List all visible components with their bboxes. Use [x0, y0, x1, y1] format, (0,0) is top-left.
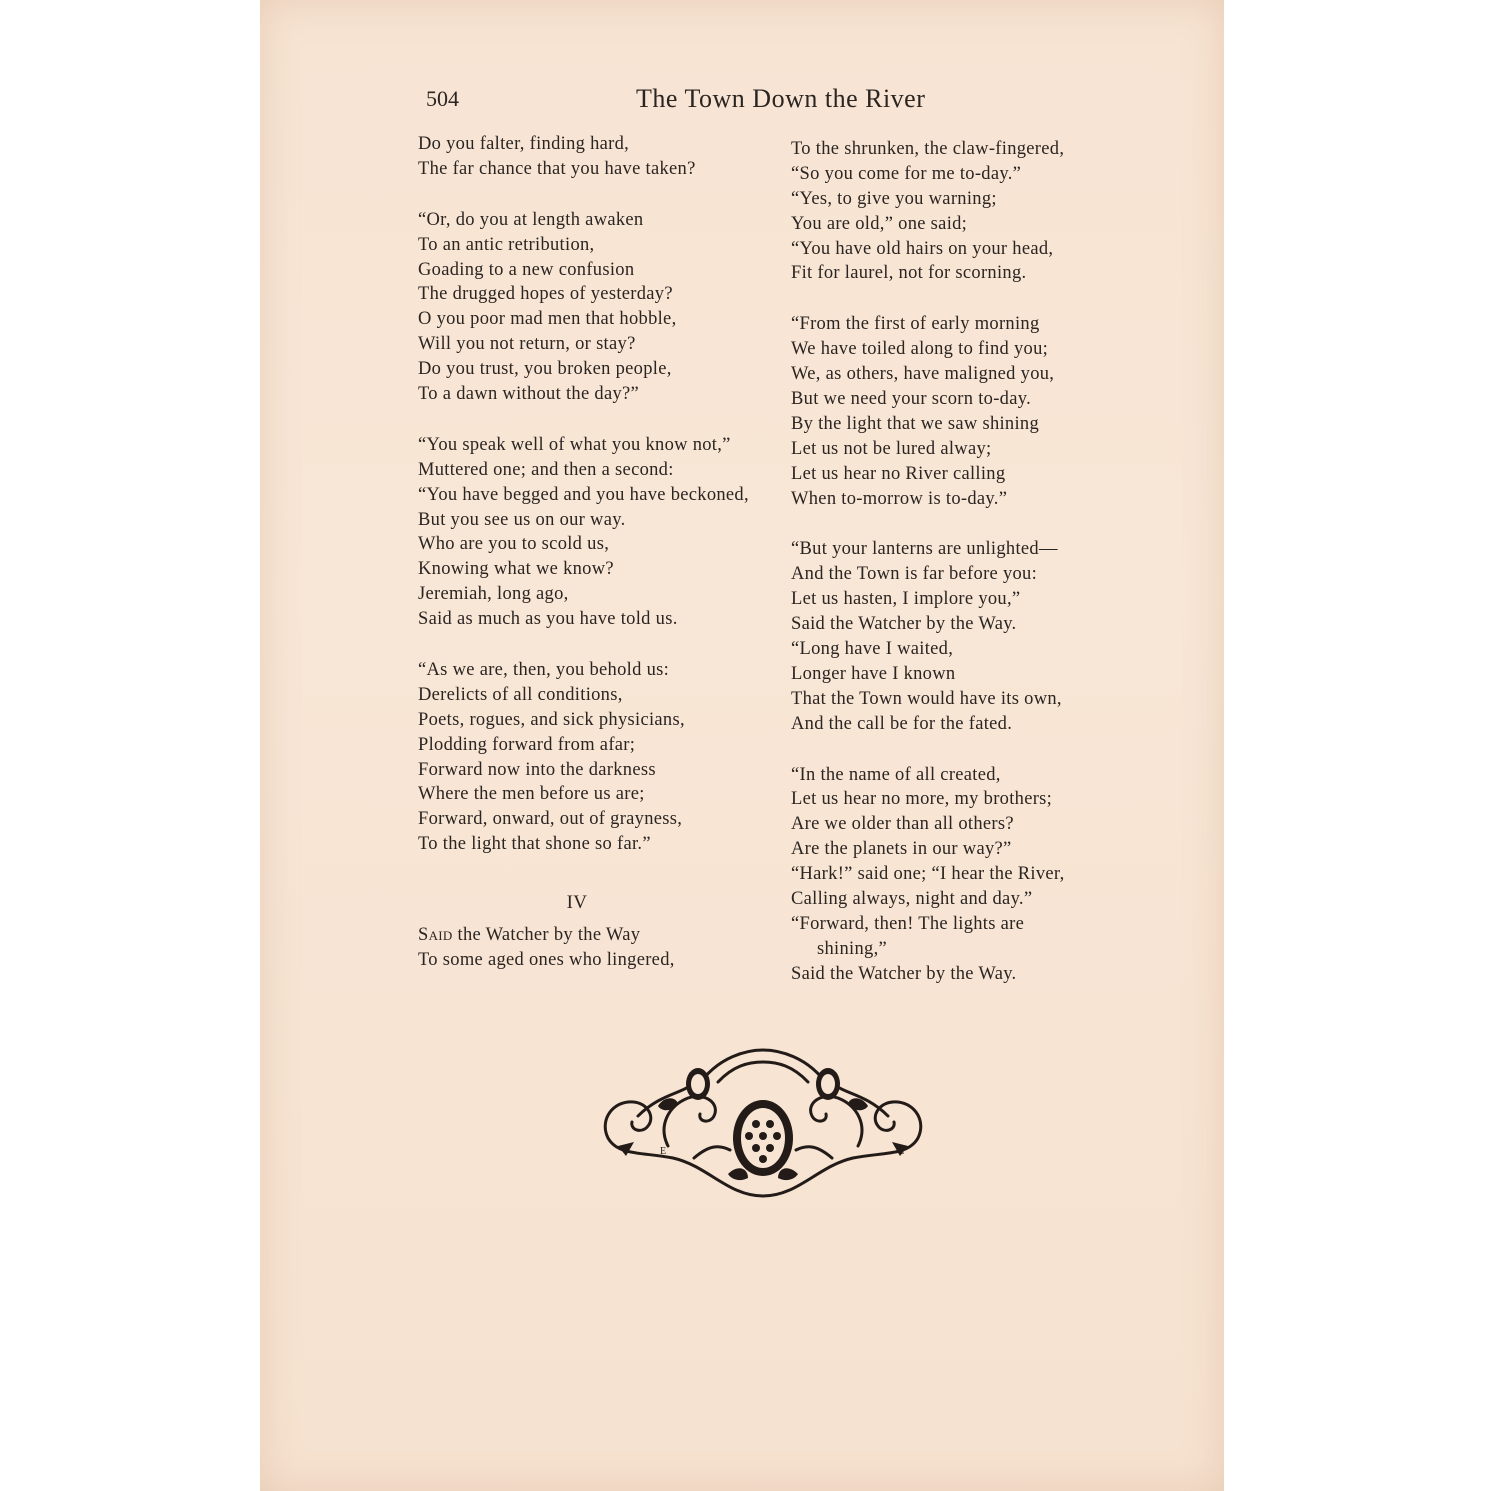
verse-line: Do you falter, finding hard, [418, 134, 630, 154]
verse-line: To the light that shone so far.” [418, 834, 651, 855]
verse-line [418, 923, 798, 948]
verse-line: Do you trust, you broken people, [418, 359, 672, 380]
verse-line: Let us not be lured alway; [791, 438, 992, 459]
section-heading: IV [566, 892, 588, 914]
stanza [418, 658, 798, 857]
verse-line: “Long have I waited, [791, 639, 954, 660]
verse-line: “You have old hairs on your head, [791, 238, 1054, 259]
verse-line: “But your lanterns are unlighted— [791, 539, 1058, 560]
verse-line: Plodding forward from afar; [418, 734, 636, 755]
left-column [418, 132, 798, 973]
verse-line: “You have begged and you have beckoned, [418, 484, 749, 505]
verse-line: The drugged hopes of yesterday? [418, 284, 673, 305]
stanza [418, 923, 798, 973]
verse-line: Who are you to scold us, [418, 534, 610, 555]
verse-line: But you see us on our way. [418, 509, 626, 530]
stanza [791, 537, 1171, 736]
verse-line: Are the planets in our way?” [791, 839, 1012, 860]
verse-line: Said as much as you have told us. [418, 609, 678, 630]
verse-line: “From the first of early morning [791, 314, 1040, 335]
stanza [418, 433, 798, 632]
verse-line: To a dawn without the day?” [418, 384, 640, 405]
verse-line: When to-morrow is to-day.” [791, 488, 1008, 509]
verse-line: We have toiled along to find you; [791, 339, 1049, 360]
verse-line: The far chance that you have taken? [418, 158, 696, 179]
verse-line: Knowing what we know? [418, 559, 614, 580]
verse-line: Derelicts of all conditions, [418, 684, 623, 705]
verse-line: And the call be for the fated. [791, 713, 1013, 734]
verse-line: That the Town would have its own, [791, 688, 1062, 709]
verse-line: Goading to a new confusion [418, 259, 635, 280]
stanza [418, 208, 798, 407]
right-column [791, 137, 1171, 987]
verse-line-continuation: shining,” [817, 938, 888, 959]
verse-line: “Hark!” said one; “I hear the River, [791, 864, 1065, 885]
verse-line: Muttered one; and then a second: [418, 459, 674, 480]
verse-line: Where the men before us are; [418, 784, 645, 805]
stanza [418, 132, 798, 182]
verse-line: Let us hear no River calling [791, 463, 1006, 484]
page-number: 504 [426, 86, 459, 111]
verse-line: You are old,” one said; [791, 213, 968, 234]
verse-line: To some aged ones who lingered, [418, 950, 675, 971]
verse-line: “In the name of all created, [791, 764, 1001, 785]
verse-line: Longer have I known [791, 663, 956, 684]
verse-line: Forward now into the darkness [418, 759, 656, 780]
stanza [791, 312, 1171, 511]
book-page [260, 0, 1224, 1491]
verse-line: “Yes, to give you warning; [791, 188, 997, 209]
verse-line: Calling always, night and day.” [791, 889, 1033, 910]
verse-line: Let us hear no more, my brothers; [791, 789, 1053, 810]
verse-line: Said the Watcher by the Way. [791, 614, 1017, 635]
verse-line: “So you come for me to-day.” [791, 163, 1022, 184]
verse-line: Poets, rogues, and sick physicians, [418, 709, 685, 730]
running-title: The Town Down the River [636, 84, 926, 113]
verse-line: To an antic retribution, [418, 234, 595, 255]
verse-line: “Or, do you at length awaken [418, 209, 644, 230]
stanza [791, 137, 1171, 286]
monogram-right: E [898, 1146, 905, 1157]
floral-scroll-tailpiece-icon [598, 1046, 928, 1198]
verse-line: Are we older than all others? [791, 814, 1014, 835]
stanza [791, 763, 1171, 987]
verse-line: Will you not return, or stay? [418, 334, 636, 355]
verse-line: Let us hasten, I implore you,” [791, 589, 1021, 610]
verse-line: To the shrunken, the claw-fingered, [791, 139, 1065, 159]
verse-line: And the Town is far before you: [791, 564, 1038, 585]
verse-line: We, as others, have maligned you, [791, 364, 1055, 385]
verse-line: O you poor mad men that hobble, [418, 309, 677, 330]
verse-line: “As we are, then, you behold us: [418, 660, 670, 681]
verse-line: But we need your scorn to-day. [791, 389, 1032, 410]
verse-line: Forward, onward, out of grayness, [418, 809, 683, 830]
verse-line: “Forward, then! The lights are [791, 913, 1025, 934]
small-caps-word: Said [418, 925, 453, 946]
verse-text: the Watcher by the Way [452, 925, 641, 946]
verse-line: Fit for laurel, not for scorning. [791, 263, 1027, 284]
verse-line: By the light that we saw shining [791, 413, 1040, 434]
verse-line: Said the Watcher by the Way. [791, 963, 1017, 984]
verse-line: “You speak well of what you know not,” [418, 434, 731, 455]
monogram-left: E [660, 1146, 667, 1157]
verse-line: Jeremiah, long ago, [418, 584, 569, 605]
